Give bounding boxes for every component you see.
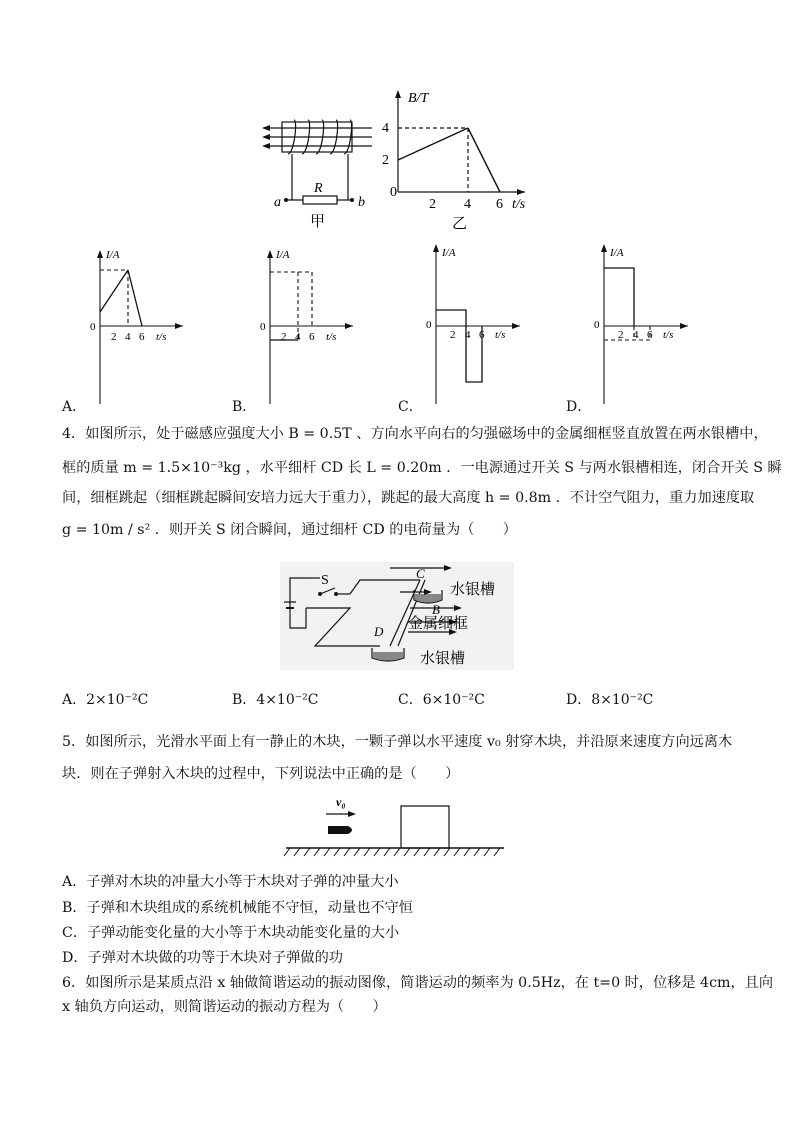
resistor-label: R xyxy=(314,181,323,196)
option-b-graph xyxy=(258,244,368,406)
q4-option-c: C．6×10⁻²C xyxy=(398,692,485,708)
option-c-tick-4: 4 xyxy=(465,329,471,341)
q4-option-d: D．8×10⁻²C xyxy=(566,692,654,708)
q5-text-line-1: 5．如图所示，光滑水平面上有一静止的木块，一颗子弹以水平速度 v₀ 射穿木块，并沿原来速度方向远离木 xyxy=(62,734,733,750)
option-b-origin: 0 xyxy=(260,321,266,333)
yi-y-tick-4: 4 xyxy=(382,121,389,136)
option-b-y-label: I/A xyxy=(276,249,290,261)
option-b-tick-2: 2 xyxy=(281,331,287,343)
yi-origin: 0 xyxy=(390,185,397,200)
yi-x-tick-4: 4 xyxy=(464,197,471,212)
option-b-tick-6: 6 xyxy=(309,331,315,343)
q4-label-d: D xyxy=(374,624,384,639)
q4-figure-frame-apparatus xyxy=(280,562,514,670)
figure-yi-bt-graph xyxy=(380,84,540,234)
yi-x-tick-2: 2 xyxy=(429,197,436,212)
terminal-b-label: b xyxy=(358,195,365,210)
q6-text-line-1: 6．如图所示是某质点沿 x 轴做简谐运动的振动图像，简谐运动的频率为 0.5Hz，在 t=0 时，位移是 4cm，且向 xyxy=(62,975,774,991)
yi-y-tick-2: 2 xyxy=(382,153,389,168)
q4-frame-label: 金属细框 xyxy=(408,616,469,632)
yi-x-axis-label: t/s xyxy=(512,197,526,212)
option-d-tick-6: 6 xyxy=(647,329,653,341)
q4-option-a: A．2×10⁻²C xyxy=(62,692,149,708)
yi-y-axis-label: B/T xyxy=(408,91,429,106)
q5-option-b: B．子弹和木块组成的系统机械能不守恒，动量也不守恒 xyxy=(62,900,413,916)
option-c-y-label: I/A xyxy=(442,247,456,259)
option-d-y-label: I/A xyxy=(610,247,624,259)
q4-option-b: B．4×10⁻²C xyxy=(232,692,319,708)
option-b-tick-4: 4 xyxy=(295,331,301,343)
option-d-graph xyxy=(588,238,704,406)
option-a-tick-6: 6 xyxy=(139,331,145,343)
figure-yi-caption: 乙 xyxy=(452,216,468,232)
option-c-label: C． xyxy=(398,399,423,415)
option-c-tick-2: 2 xyxy=(450,329,456,341)
option-d-tick-2: 2 xyxy=(618,329,624,341)
q4-text-line-3: 间，细框跳起（细框跳起瞬间安培力远大于重力），跳起的最大高度 h = 0.8m ．不计空气阻力，重力加速度取 xyxy=(62,490,755,506)
option-c-origin: 0 xyxy=(426,319,432,331)
option-b-label: B． xyxy=(232,399,257,415)
option-d-label: D． xyxy=(566,399,592,415)
q4-text-line-1: 4．如图所示，处于磁感应强度大小 B = 0.5T 、方向水平向右的匀强磁场中的金属细框竖直放置在两水银槽中， xyxy=(62,426,768,442)
option-c-graph xyxy=(420,238,536,406)
option-a-tick-2: 2 xyxy=(111,331,117,343)
q5-option-d: D．子弹对木块做的功等于木块对子弹做的功 xyxy=(62,950,343,966)
q5-option-a: A．子弹对木块的冲量大小等于木块对子弹的冲量大小 xyxy=(62,874,399,890)
option-a-y-label: I/A xyxy=(106,249,120,261)
q5-option-c: C．子弹动能变化量的大小等于木块动能变化量的大小 xyxy=(62,925,400,941)
q4-trough-top-label: 水银槽 xyxy=(450,582,496,598)
figure-jia-caption: 甲 xyxy=(310,214,326,230)
option-d-tick-4: 4 xyxy=(633,329,639,341)
option-d-origin: 0 xyxy=(594,319,600,331)
q4-trough-bottom-label: 水银槽 xyxy=(420,651,466,667)
option-a-x-label: t/s xyxy=(156,331,167,343)
q5-text-line-2: 块．则在子弹射入木块的过程中，下列说法中正确的是（ ） xyxy=(62,766,460,782)
option-a-label: A． xyxy=(62,399,87,415)
option-c-tick-6: 6 xyxy=(479,329,485,341)
figure-jia-solenoid xyxy=(258,112,378,232)
terminal-a-label: a xyxy=(274,195,281,210)
option-b-x-label: t/s xyxy=(326,331,337,343)
option-a-graph xyxy=(88,244,198,406)
q5-velocity-label: v₀ xyxy=(336,795,346,809)
q6-text-line-2: x 轴负方向运动，则简谐运动的振动方程为（ ） xyxy=(62,999,387,1015)
option-c-x-label: t/s xyxy=(495,329,506,341)
q4-label-b: B xyxy=(432,602,440,617)
q5-figure-bullet-block xyxy=(284,792,506,858)
q4-text-line-2: 框的质量 m = 1.5×10⁻³kg ，水平细杆 CD 长 L = 0.20m ．一电源通过开关 S 与两水银槽相连，闭合开关 S 瞬 xyxy=(62,460,782,476)
q4-text-line-4: g = 10m / s² ．则开关 S 闭合瞬间，通过细杆 CD 的电荷量为（ ） xyxy=(62,522,517,538)
option-d-x-label: t/s xyxy=(663,329,674,341)
option-a-origin: 0 xyxy=(90,321,96,333)
q4-label-c: C xyxy=(416,566,425,581)
q4-switch-label: S xyxy=(321,573,329,588)
option-a-tick-4: 4 xyxy=(125,331,131,343)
yi-x-tick-6: 6 xyxy=(496,197,503,212)
